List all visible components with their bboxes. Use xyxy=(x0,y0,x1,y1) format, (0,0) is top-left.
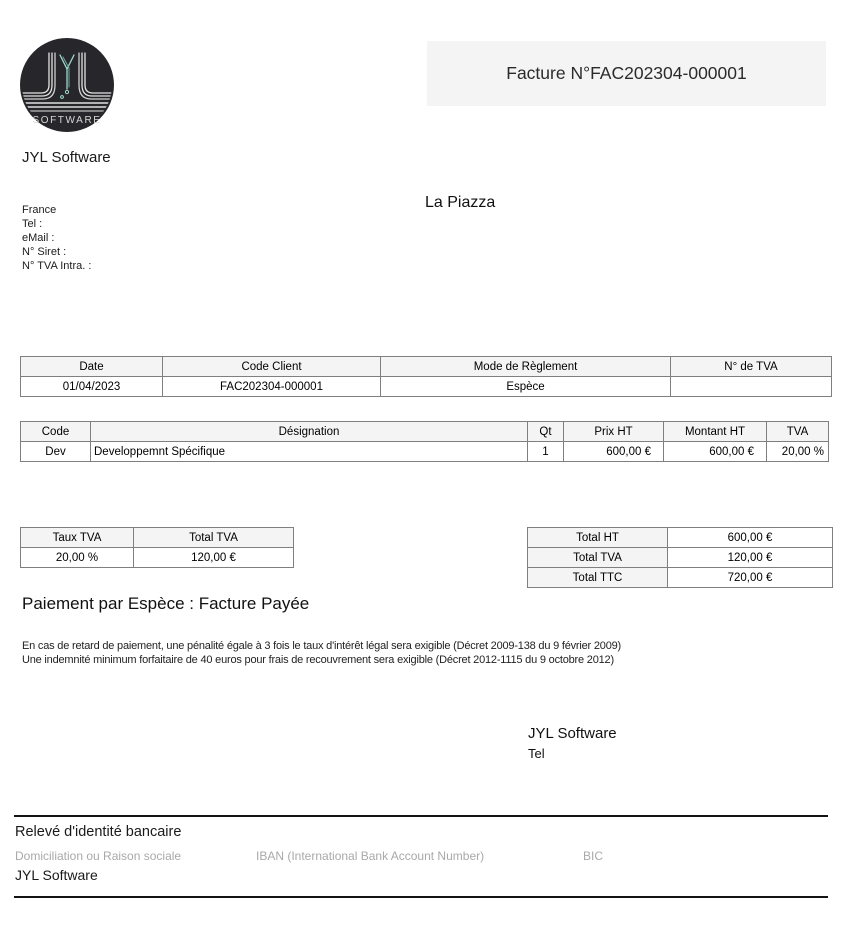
company-address-block xyxy=(22,203,91,273)
info-header-row xyxy=(21,357,832,377)
address-tva-intra: N° TVA Intra. : xyxy=(22,260,92,272)
cell-item-designation: Developpemnt Spécifique xyxy=(91,442,528,462)
cell-code-client: FAC202304-000001 xyxy=(163,377,381,397)
value-total-ttc: 720,00 € xyxy=(668,568,833,588)
label-total-ht: Total HT xyxy=(528,528,668,548)
bank-section-title: Relevé d'identité bancaire xyxy=(15,824,182,840)
column-header-montant-ht: Montant HT xyxy=(664,422,767,442)
invoice-info-table xyxy=(20,356,832,397)
address-country: France xyxy=(22,204,57,216)
column-header-tva: TVA xyxy=(767,422,829,442)
company-name: JYL Software xyxy=(22,149,111,166)
vat-summary-table xyxy=(20,527,294,568)
cell-mode-reglement: Espèce xyxy=(381,377,671,397)
cell-taux-tva: 20,00 % xyxy=(21,548,134,568)
invoice-title: Facture N°FAC202304-000001 xyxy=(506,63,747,83)
cell-item-unit-price: 600,00 € xyxy=(564,442,664,462)
signature-tel: Tel xyxy=(528,746,545,761)
vat-data-row xyxy=(21,548,294,568)
column-header-qt: Qt xyxy=(528,422,564,442)
signature-company-name: JYL Software xyxy=(528,725,617,742)
column-header-designation: Désignation xyxy=(91,422,528,442)
bank-label-domiciliation: Domiciliation ou Raison sociale xyxy=(15,849,182,863)
bank-domiciliation-value: JYL Software xyxy=(15,867,98,883)
cell-item-qty: 1 xyxy=(528,442,564,462)
payment-status: Paiement par Espèce : Facture Payée xyxy=(22,594,310,613)
column-header-date: Date xyxy=(21,357,163,377)
total-ht-row xyxy=(528,528,833,548)
column-header-prix-ht: Prix HT xyxy=(564,422,664,442)
bank-label-iban: IBAN (International Bank Account Number) xyxy=(256,849,485,863)
bank-section-top-rule xyxy=(14,815,828,817)
address-tel: Tel : xyxy=(22,218,43,230)
company-logo xyxy=(19,37,115,133)
column-header-code: Code xyxy=(21,422,91,442)
legal-line-penalty: En cas de retard de paiement, une pénalité égale à 3 fois le taux d'intérêt légal sera exigible (Décret 2009-138 du 9 février 2009) xyxy=(22,640,622,652)
column-header-total-tva: Total TVA xyxy=(134,528,294,548)
column-header-num-tva: N° de TVA xyxy=(671,357,832,377)
totals-table xyxy=(527,527,833,588)
cell-total-tva: 120,00 € xyxy=(134,548,294,568)
bank-label-bic: BIC xyxy=(583,849,604,863)
invoice-title-box xyxy=(427,41,826,106)
item-row xyxy=(21,442,829,462)
value-total-ht: 600,00 € xyxy=(668,528,833,548)
cell-item-code: Dev xyxy=(21,442,91,462)
cell-date: 01/04/2023 xyxy=(21,377,163,397)
value-total-tva: 120,00 € xyxy=(668,548,833,568)
label-total-ttc: Total TTC xyxy=(528,568,668,588)
cell-item-amount: 600,00 € xyxy=(664,442,767,462)
items-header-row xyxy=(21,422,829,442)
address-email: eMail : xyxy=(22,232,55,244)
total-ttc-row xyxy=(528,568,833,588)
bank-section-bottom-rule xyxy=(14,896,828,898)
info-data-row xyxy=(21,377,832,397)
legal-notices xyxy=(22,640,621,667)
column-header-mode-reglement: Mode de Règlement xyxy=(381,357,671,377)
legal-line-indemnity: Une indemnité minimum forfaitaire de 40 euros pour frais de recouvrement sera exigible (Décret 2012-1115 du 9 octobre 2012) xyxy=(22,653,614,666)
column-header-code-client: Code Client xyxy=(163,357,381,377)
invoice-items-table xyxy=(20,421,829,462)
cell-num-tva xyxy=(671,377,832,397)
logo-software-text: SOFTWARE xyxy=(32,115,102,126)
label-total-tva: Total TVA xyxy=(528,548,668,568)
client-name: La Piazza xyxy=(425,194,496,211)
total-tva-row xyxy=(528,548,833,568)
vat-header-row xyxy=(21,528,294,548)
cell-item-vat: 20,00 % xyxy=(767,442,829,462)
column-header-taux-tva: Taux TVA xyxy=(21,528,134,548)
address-siret: N° Siret : xyxy=(22,246,67,258)
